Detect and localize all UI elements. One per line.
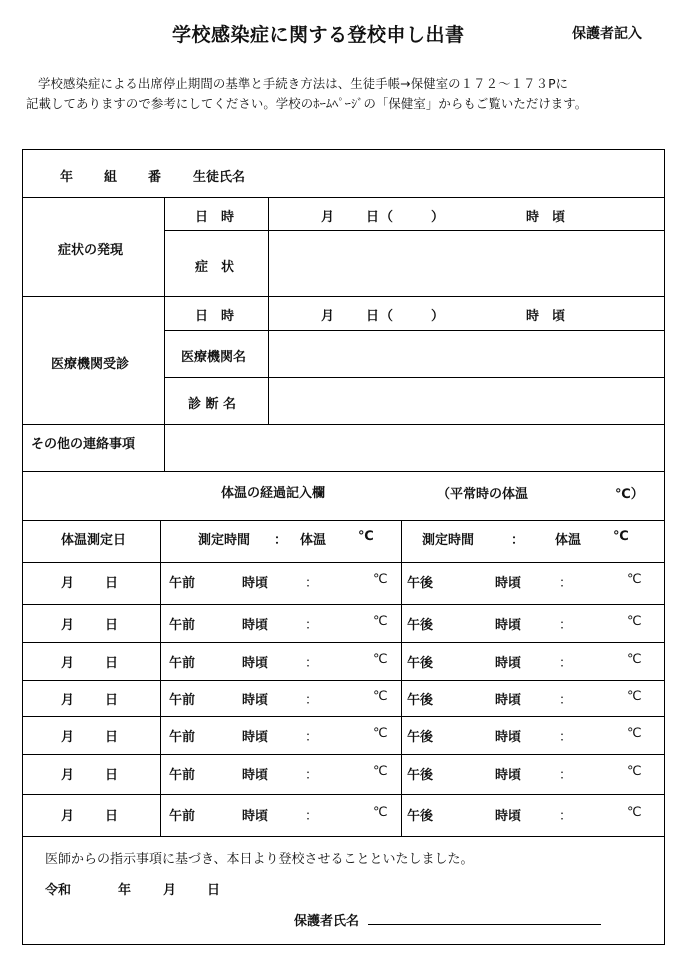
col-measure-time-pm: 測定時間: [422, 533, 475, 548]
form-line: [164, 377, 664, 378]
document-role: 保護者記入: [572, 26, 642, 42]
row-time-pm: 時頃: [495, 618, 522, 633]
onset-label: 症状の発現: [58, 243, 124, 258]
row-month: 月: [61, 809, 75, 824]
row-unit-am: ℃: [373, 726, 388, 741]
col-unit-am: ℃: [358, 529, 374, 544]
diagnosis-label: 診 断 名: [188, 397, 237, 412]
row-day: 日: [105, 693, 119, 708]
row-day: 日: [105, 618, 119, 633]
signature-label: 保護者氏名: [294, 914, 360, 929]
form-line: [23, 424, 664, 425]
row-time-am: 時頃: [242, 618, 269, 633]
row-month: 月: [61, 693, 75, 708]
form-line: [23, 296, 664, 297]
intro-line-1: 学校感染症による出席停止期間の基準と手続き方法は、生徒手帳→保健室の１７２～１７３Pに: [38, 76, 569, 91]
form-line: [23, 754, 664, 755]
row-colon-pm: ：: [559, 730, 573, 745]
col-measure-time-am: 測定時間: [198, 533, 251, 548]
form-line: [23, 716, 664, 717]
row-pm: 午後: [407, 618, 434, 633]
row-day: 日: [105, 656, 119, 671]
form-line: [268, 197, 269, 424]
onset-date-label: 日 時: [195, 210, 235, 225]
row-unit-pm: ℃: [627, 689, 642, 704]
medical-time: 時 頃: [526, 309, 566, 324]
row-colon-pm: ：: [559, 618, 573, 633]
row-month: 月: [61, 768, 75, 783]
row-unit-am: ℃: [373, 689, 388, 704]
row-day: 日: [105, 576, 119, 591]
row-time-am: 時頃: [242, 576, 269, 591]
onset-paren-open: （: [380, 210, 394, 225]
row-unit-pm: ℃: [627, 805, 642, 820]
institution-label: 医療機関名: [181, 350, 247, 365]
normal-temp-label: （平常時の体温: [437, 487, 529, 502]
row-colon-pm: ：: [559, 768, 573, 783]
col-temp-am: 体温: [300, 533, 327, 548]
row-am: 午前: [169, 768, 196, 783]
row-colon-pm: ：: [559, 576, 573, 591]
row-colon-am: ：: [305, 656, 319, 671]
row-colon-am: ：: [305, 693, 319, 708]
grade-label: 年: [60, 170, 74, 185]
row-pm: 午後: [407, 656, 434, 671]
row-month: 月: [61, 576, 75, 591]
form-line: [160, 520, 161, 836]
row-pm: 午後: [407, 693, 434, 708]
row-am: 午前: [169, 576, 196, 591]
form-line: [401, 520, 402, 836]
row-time-am: 時頃: [242, 656, 269, 671]
row-unit-am: ℃: [373, 764, 388, 779]
form-line: [23, 471, 664, 472]
form-line: [164, 230, 664, 231]
normal-temp-unit: ℃）: [615, 487, 644, 502]
row-am: 午前: [169, 618, 196, 633]
row-unit-am: ℃: [373, 572, 388, 587]
footer-year: 年: [118, 883, 132, 898]
row-pm: 午後: [407, 768, 434, 783]
row-day: 日: [105, 768, 119, 783]
row-am: 午前: [169, 693, 196, 708]
row-colon-pm: ：: [559, 656, 573, 671]
form-line: [164, 424, 165, 471]
row-unit-pm: ℃: [627, 572, 642, 587]
signature-line: [368, 924, 601, 925]
row-unit-pm: ℃: [627, 652, 642, 667]
footer-month: 月: [163, 883, 177, 898]
col-colon-pm: ：: [511, 533, 525, 548]
medical-paren-open: （: [380, 309, 394, 324]
row-time-am: 時頃: [242, 768, 269, 783]
row-unit-am: ℃: [373, 652, 388, 667]
form-line: [164, 197, 165, 424]
onset-day: 日: [366, 210, 380, 225]
row-time-am: 時頃: [242, 693, 269, 708]
row-time-am: 時頃: [242, 730, 269, 745]
row-colon-am: ：: [305, 768, 319, 783]
form-line: [23, 604, 664, 605]
row-month: 月: [61, 730, 75, 745]
col-colon-am: ：: [274, 533, 288, 548]
form-line: [164, 330, 664, 331]
document-title: 学校感染症に関する登校申し出書: [172, 24, 465, 46]
temperature-section-title: 体温の経過記入欄: [221, 486, 326, 501]
row-unit-am: ℃: [373, 805, 388, 820]
intro-line-2: 記載してありますので参考にしてください。学校のﾎｰﾑﾍﾟｰｼﾞの「保健室」からもご覧いただけます。: [26, 96, 588, 111]
row-am: 午前: [169, 730, 196, 745]
row-colon-am: ：: [305, 618, 319, 633]
row-unit-am: ℃: [373, 614, 388, 629]
row-month: 月: [61, 618, 75, 633]
row-time-pm: 時頃: [495, 656, 522, 671]
number-label: 番: [148, 170, 162, 185]
row-am: 午前: [169, 809, 196, 824]
col-measure-date: 体温測定日: [61, 533, 127, 548]
row-time-pm: 時頃: [495, 809, 522, 824]
row-colon-am: ：: [305, 730, 319, 745]
onset-time: 時 頃: [526, 210, 566, 225]
row-time-pm: 時頃: [495, 768, 522, 783]
footer-statement: 医師からの指示事項に基づき、本日より登校させることといたしました。: [45, 852, 474, 867]
row-unit-pm: ℃: [627, 764, 642, 779]
row-day: 日: [105, 809, 119, 824]
row-time-pm: 時頃: [495, 730, 522, 745]
class-label: 組: [104, 170, 118, 185]
onset-paren-close: ）: [431, 210, 445, 225]
row-colon-pm: ：: [559, 809, 573, 824]
medical-paren-close: ）: [431, 309, 445, 324]
row-time-pm: 時頃: [495, 576, 522, 591]
form-line: [23, 520, 664, 521]
other-label: その他の連絡事項: [31, 437, 136, 452]
row-pm: 午後: [407, 730, 434, 745]
row-pm: 午後: [407, 576, 434, 591]
form-line: [23, 642, 664, 643]
row-am: 午前: [169, 656, 196, 671]
form-line: [23, 836, 664, 837]
row-unit-pm: ℃: [627, 614, 642, 629]
medical-date-label: 日 時: [195, 309, 235, 324]
row-time-am: 時頃: [242, 809, 269, 824]
form-line: [23, 794, 664, 795]
application-form: [22, 149, 665, 945]
row-unit-pm: ℃: [627, 726, 642, 741]
medical-month: 月: [321, 309, 335, 324]
form-line: [23, 562, 664, 563]
row-day: 日: [105, 730, 119, 745]
medical-day: 日: [366, 309, 380, 324]
row-colon-am: ：: [305, 809, 319, 824]
medical-label: 医療機関受診: [51, 357, 130, 372]
footer-day: 日: [207, 883, 221, 898]
col-temp-pm: 体温: [555, 533, 582, 548]
symptom-label: 症 状: [195, 260, 235, 275]
form-line: [23, 197, 664, 198]
row-colon-pm: ：: [559, 693, 573, 708]
student-name-label: 生徒氏名: [193, 170, 246, 185]
row-month: 月: [61, 656, 75, 671]
row-pm: 午後: [407, 809, 434, 824]
footer-era: 令和: [45, 883, 72, 898]
onset-month: 月: [321, 210, 335, 225]
row-time-pm: 時頃: [495, 693, 522, 708]
form-line: [23, 680, 664, 681]
col-unit-pm: ℃: [613, 529, 629, 544]
row-colon-am: ：: [305, 576, 319, 591]
